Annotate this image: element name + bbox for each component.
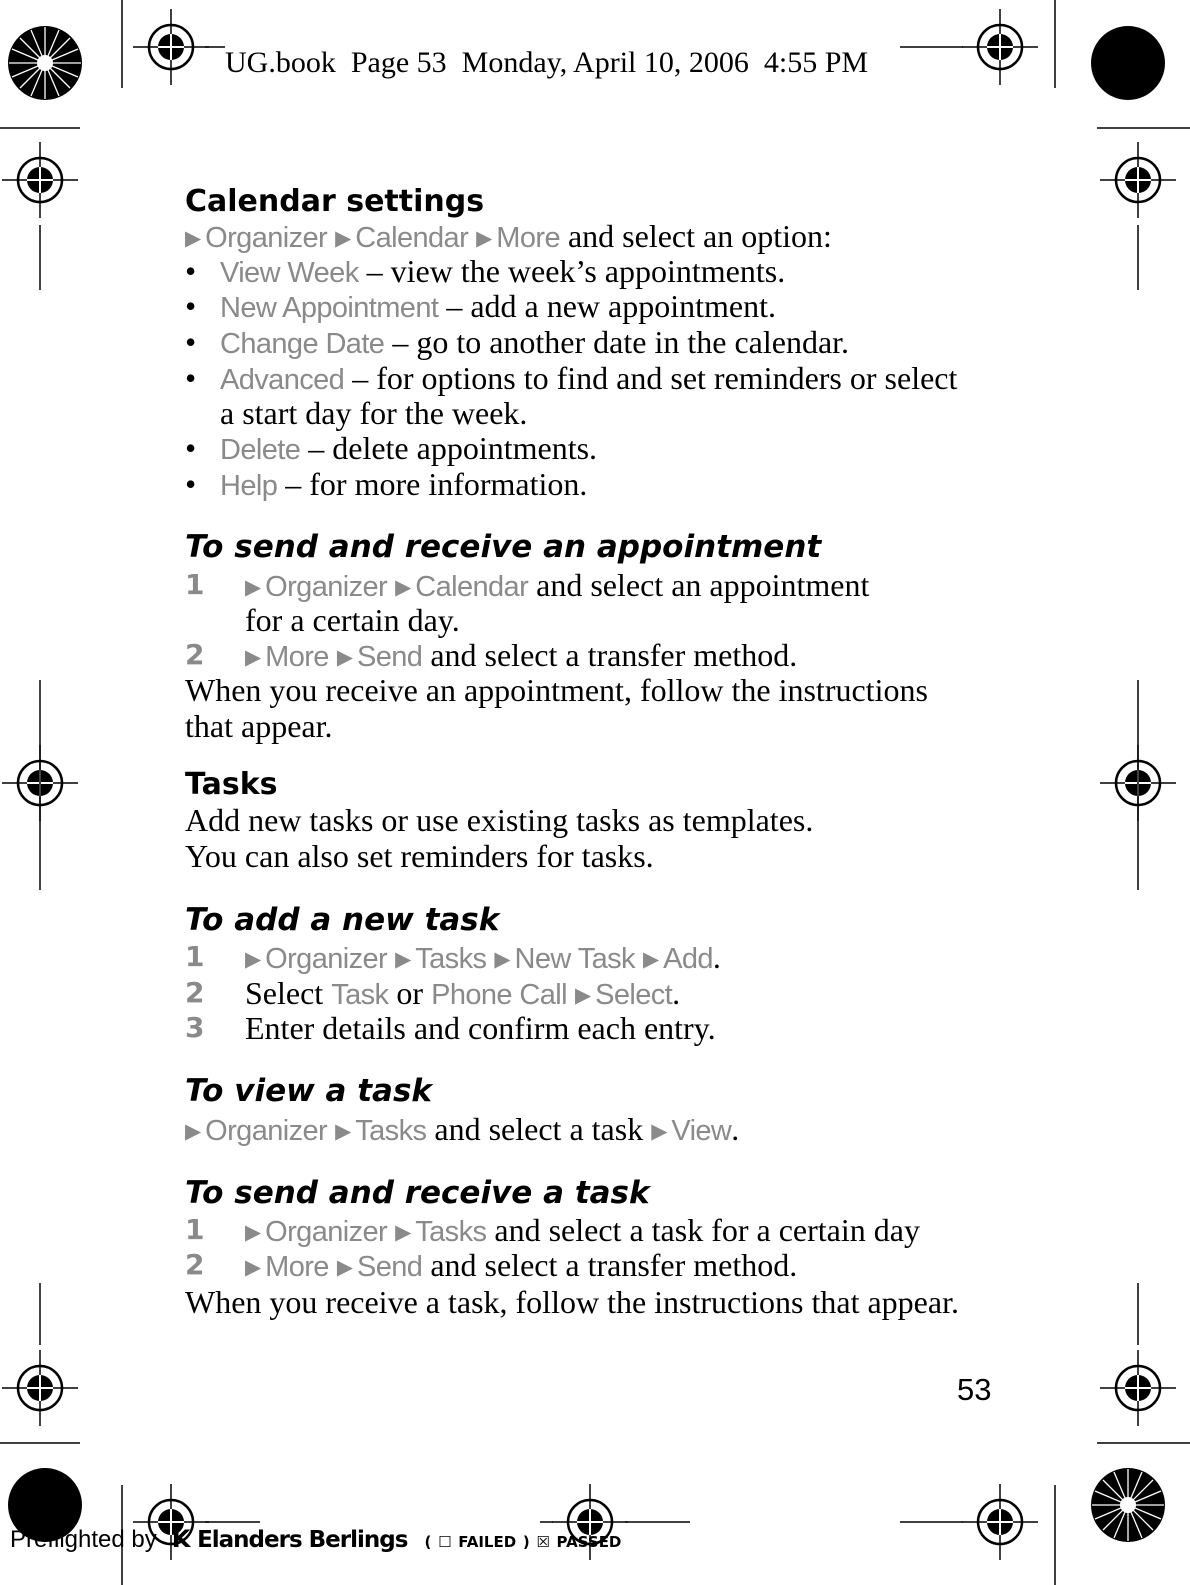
menu-item: Organizer xyxy=(265,571,388,603)
step-number: 1 xyxy=(185,940,205,973)
path-tail: . xyxy=(731,1111,740,1147)
menu-item: Tasks xyxy=(415,943,487,975)
menu-arrow-icon: ▶ xyxy=(336,1255,353,1279)
menu-arrow-icon: ▶ xyxy=(245,645,262,669)
page-number: 53 xyxy=(957,1372,992,1407)
menu-item: Select xyxy=(595,979,673,1011)
option-desc: – add a new appointment. xyxy=(438,288,776,324)
step-number: 2 xyxy=(185,638,205,671)
menu-arrow-icon: ▶ xyxy=(651,1119,668,1143)
menu-arrow-icon: ▶ xyxy=(245,575,262,599)
registration-target xyxy=(2,1350,78,1426)
bullet-icon: • xyxy=(185,253,197,289)
section-heading-calendar-settings: Calendar settings xyxy=(185,184,485,219)
section-heading-tasks: Tasks xyxy=(185,767,278,802)
bullet-icon: • xyxy=(185,360,197,396)
section-heading-send-appointment: To send and receive an appointment xyxy=(185,529,822,565)
option-term: New Appointment xyxy=(220,292,439,324)
option-term: Help xyxy=(220,470,278,502)
menu-item: Send xyxy=(356,1251,423,1283)
step-text: and select a transfer method. xyxy=(422,1247,798,1283)
menu-arrow-icon: ▶ xyxy=(476,226,493,250)
registration-target xyxy=(133,9,209,85)
menu-item: Organizer xyxy=(205,222,328,254)
section-heading-add-task: To add a new task xyxy=(185,902,500,938)
menu-item: More xyxy=(496,222,560,254)
menu-arrow-icon: ▶ xyxy=(335,226,352,250)
step-number: 1 xyxy=(185,568,205,601)
bullet-icon: • xyxy=(185,288,197,324)
passed-checkbox-icon: ☒ xyxy=(536,1533,550,1551)
menu-item: Tasks xyxy=(355,1115,427,1147)
menu-arrow-icon: ▶ xyxy=(336,645,353,669)
section-heading-view-task: To view a task xyxy=(185,1073,433,1109)
note-text: When you receive an appointment, follow the instructions xyxy=(185,672,928,708)
print-header: UG.book Page 53 Monday, April 10, 2006 4:55 PM xyxy=(225,46,869,79)
option-term: View Week xyxy=(220,257,359,289)
passed-label: PASSED xyxy=(556,1533,622,1551)
path-tail: and select an option: xyxy=(559,218,832,254)
step-text: and select a task for a certain day xyxy=(486,1212,920,1248)
failed-checkbox-icon: ☐ xyxy=(438,1533,452,1551)
step-number: 3 xyxy=(185,1011,205,1044)
starburst-mark-bottom-right xyxy=(1091,1468,1165,1542)
menu-item: View xyxy=(671,1115,732,1147)
step-text: Select xyxy=(245,975,332,1011)
option-desc: – go to another date in the calendar. xyxy=(384,324,850,360)
menu-arrow-icon: ▶ xyxy=(335,1119,352,1143)
step-text: and select a transfer method. xyxy=(422,637,798,673)
step-text: or xyxy=(388,975,432,1011)
option-desc: – for more information. xyxy=(277,466,588,502)
menu-arrow-icon: ▶ xyxy=(185,226,202,250)
note-text: When you receive a task, follow the instructions that appear. xyxy=(185,1284,959,1320)
note-text: that appear. xyxy=(185,708,333,744)
menu-arrow-icon: ▶ xyxy=(395,1220,412,1244)
registration-target xyxy=(1100,1350,1176,1426)
menu-item: Task xyxy=(331,979,389,1011)
menu-arrow-icon: ▶ xyxy=(245,1255,262,1279)
menu-item: Calendar xyxy=(415,571,529,603)
menu-arrow-icon: ▶ xyxy=(185,1119,202,1143)
solid-disc-top-right xyxy=(1091,26,1165,100)
menu-arrow-icon: ▶ xyxy=(395,947,412,971)
menu-item: New Task xyxy=(514,943,635,975)
step-number: 1 xyxy=(185,1213,205,1246)
failed-label: FAILED xyxy=(458,1533,517,1551)
menu-arrow-icon: ▶ xyxy=(642,947,660,971)
option-desc: – for options to find and set reminders or select xyxy=(344,360,958,396)
body-text: You can also set reminders for tasks. xyxy=(185,838,654,874)
menu-arrow-icon: ▶ xyxy=(494,947,511,971)
view-task-path xyxy=(185,1111,739,1149)
step-number: 2 xyxy=(185,976,205,1009)
menu-item: More xyxy=(265,1251,329,1283)
section-heading-send-task: To send and receive a task xyxy=(185,1175,650,1211)
body-text: Add new tasks or use existing tasks as templates. xyxy=(185,802,814,838)
menu-item: Phone Call xyxy=(431,979,567,1011)
registration-target xyxy=(1100,142,1176,218)
menu-arrow-icon: ▶ xyxy=(245,947,262,971)
path-text: and select a task xyxy=(426,1111,652,1147)
step-text-continuation: for a certain day. xyxy=(245,602,460,638)
menu-item: Add xyxy=(663,943,713,975)
step-tail: . xyxy=(672,975,681,1011)
preflight-stamp: Preflighted by K Elanders Berlings ( ☐ FAILED ) ☒ PASSED xyxy=(10,1525,622,1553)
bullet-icon: • xyxy=(185,324,197,360)
menu-item: Organizer xyxy=(205,1115,328,1147)
registration-target xyxy=(2,142,78,218)
menu-arrow-icon: ▶ xyxy=(395,575,412,599)
menu-item: Calendar xyxy=(355,222,469,254)
preflight-label: Preflighted by xyxy=(10,1526,157,1553)
step-tail: . xyxy=(712,939,721,975)
menu-item: More xyxy=(265,641,329,673)
option-term: Advanced xyxy=(220,364,345,396)
menu-item: Organizer xyxy=(265,1216,388,1248)
menu-item: Send xyxy=(356,641,423,673)
option-term: Change Date xyxy=(220,328,385,360)
bullet-icon: • xyxy=(185,430,197,466)
step-text: Enter details and confirm each entry. xyxy=(245,1010,716,1046)
step-text: and select an appointment xyxy=(528,567,870,603)
registration-target xyxy=(962,1484,1038,1560)
calendar-settings-path xyxy=(185,218,832,256)
option-desc: – delete appointments. xyxy=(300,430,598,466)
menu-arrow-icon: ▶ xyxy=(245,1220,262,1244)
step-number: 2 xyxy=(185,1248,205,1281)
menu-item: Organizer xyxy=(265,943,388,975)
registration-target xyxy=(962,9,1038,85)
starburst-mark-top-left xyxy=(8,26,82,100)
option-term: Delete xyxy=(220,434,301,466)
bullet-icon: • xyxy=(185,466,197,502)
option-desc: – view the week’s appointments. xyxy=(358,253,786,289)
option-desc-continuation: a start day for the week. xyxy=(220,395,528,431)
brand-name: Elanders Berlings xyxy=(197,1527,408,1553)
menu-item: Tasks xyxy=(415,1216,487,1248)
menu-arrow-icon: ▶ xyxy=(574,983,592,1007)
